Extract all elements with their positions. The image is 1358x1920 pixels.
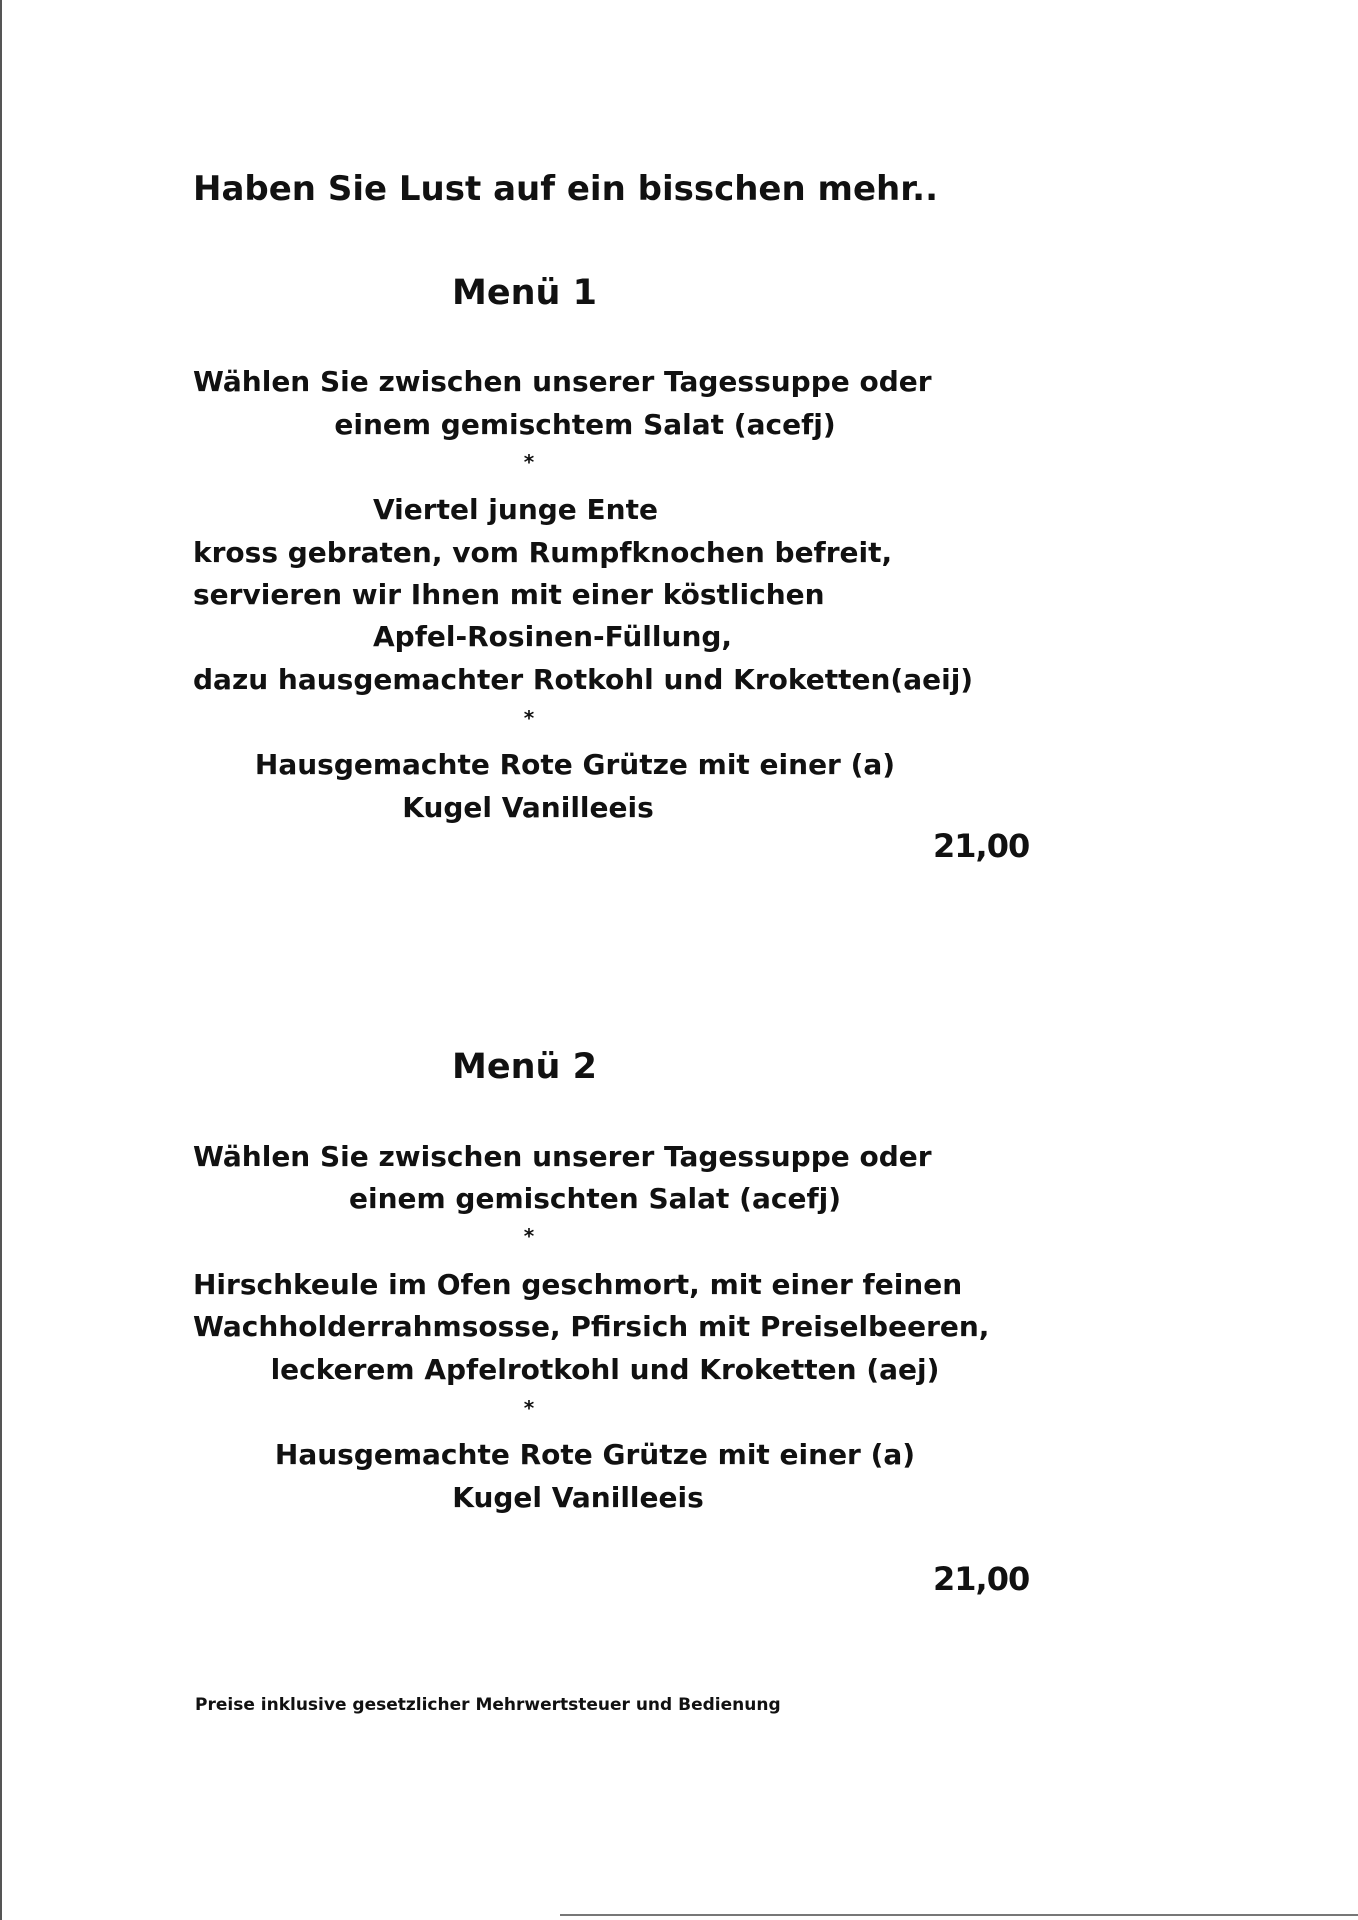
menu-1-main-line-1: kross gebraten, vom Rumpfknochen befreit, (193, 536, 893, 569)
menu-2-separator-1: * (523, 1224, 535, 1248)
menu-2-main-line-3: leckerem Apfelrotkohl und Kroketten (aej) (270, 1353, 940, 1386)
menu-1-dessert-line-2: Kugel Vanilleeis (402, 791, 654, 824)
menu-1-price: 21,00 (933, 827, 1030, 865)
menu-2-main-line-1: Hirschkeule im Ofen geschmort, mit einer feinen (193, 1268, 963, 1301)
menu-2-price: 21,00 (933, 1560, 1030, 1598)
menu-2-title: Menü 2 (452, 1047, 597, 1087)
menu-2-dessert-line-1: Hausgemachte Rote Grütze mit einer (a) (274, 1438, 916, 1471)
scan-bottom-edge (560, 1914, 1358, 1916)
menu-1-main-line-4: dazu hausgemachter Rotkohl und Kroketten(aeij) (193, 663, 974, 696)
menu-1-main-line-2: servieren wir Ihnen mit einer köstlichen (193, 578, 825, 611)
menu-2-main-line-2: Wachholderrahmsosse, Pfirsich mit Preiselbeeren, (193, 1310, 990, 1343)
menu-1-separator-2: * (523, 706, 535, 730)
scan-left-edge (0, 0, 2, 1920)
menu-1-separator-1: * (523, 450, 535, 474)
menu-1-main-line-3: Apfel-Rosinen-Füllung, (373, 620, 733, 653)
menu-2-dessert-line-2: Kugel Vanilleeis (452, 1481, 704, 1514)
page-heading: Haben Sie Lust auf ein bisschen mehr.. (193, 169, 938, 209)
menu-2-starter-line-1: Wählen Sie zwischen unserer Tagessuppe oder (193, 1140, 932, 1173)
menu-2-separator-2: * (523, 1396, 535, 1420)
menu-1-title: Menü 1 (452, 273, 597, 313)
menu-1-dessert-line-1: Hausgemachte Rote Grütze mit einer (a) (254, 748, 896, 781)
menu-1-starter-line-2: einem gemischtem Salat (acefj) (334, 408, 836, 441)
footer-note: Preise inklusive gesetzlicher Mehrwertsteuer und Bedienung (195, 1695, 781, 1715)
menu-1-main-title: Viertel junge Ente (373, 493, 658, 526)
menu-2-starter-line-2: einem gemischten Salat (acefj) (348, 1182, 842, 1215)
menu-1-starter-line-1: Wählen Sie zwischen unserer Tagessuppe oder (193, 365, 932, 398)
